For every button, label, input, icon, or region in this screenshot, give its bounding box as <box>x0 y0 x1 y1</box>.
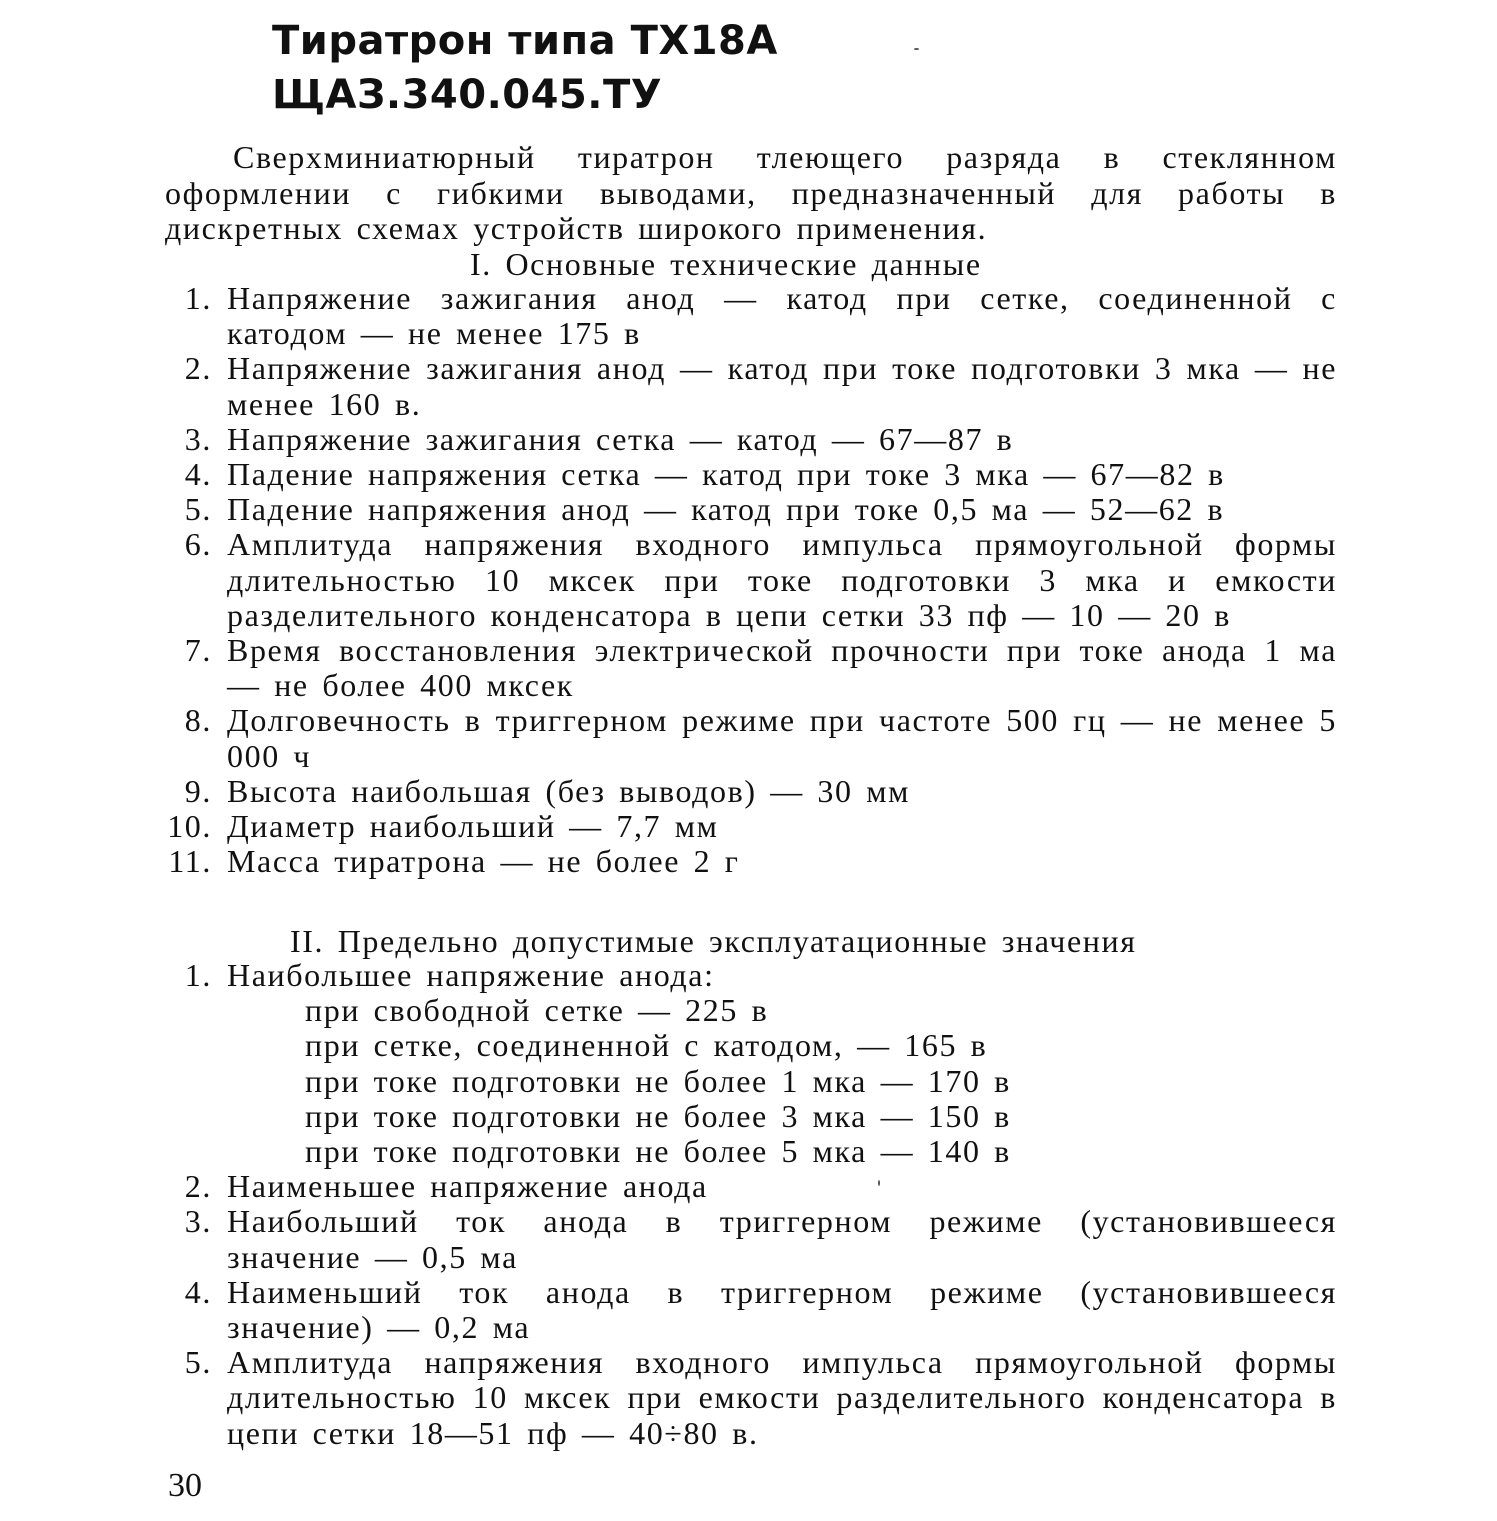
item-number: 3. <box>184 420 212 457</box>
document-title: Тиратрон типа ТХ18А <box>272 18 778 64</box>
item-text: Падение напряжения сетка — катод при токе 3 мка — 67—82 в <box>227 456 1225 493</box>
item-number: 2. <box>184 350 212 387</box>
item-text: Высота наибольшая (без выводов) — 30 мм <box>227 772 910 809</box>
item-text: Наименьший ток анода в триггерном режиме (установившееся значение) — 0,2 ма <box>227 1273 1337 1346</box>
list-item <box>0 422 1497 457</box>
sub-item: при токе подготовки не более 3 мка — 150 в <box>305 1097 1011 1134</box>
sub-item: при свободной сетке — 225 в <box>305 992 769 1029</box>
scan-speck <box>914 48 919 50</box>
item-text: Долговечность в триггерном режиме при частоте 500 гц — не менее 5 000 ч <box>227 702 1337 774</box>
item-text: Наименьшее напряжение анода <box>227 1168 708 1205</box>
section-heading-limits: II. Предельно допустимые эксплуатационные значения <box>290 923 1137 959</box>
item-number: 6. <box>184 526 212 563</box>
item-number: 4. <box>184 1273 212 1310</box>
list-item <box>0 351 1497 421</box>
item-text: Падение напряжения анод — катод при токе 0,5 ма — 52—62 в <box>227 491 1225 528</box>
sub-item: при токе подготовки не более 5 мка — 140 в <box>305 1133 1011 1170</box>
list-item <box>0 1169 1497 1204</box>
item-text: Время восстановления электрической прочности при токе анода 1 ма — не более 400 мксек <box>227 632 1337 704</box>
sub-list <box>227 993 1415 1169</box>
item-number: 8. <box>184 702 212 739</box>
item-text: Наибольшее напряжение анода: <box>227 957 715 993</box>
list-item <box>0 457 1497 492</box>
scan-speck <box>878 1180 880 1186</box>
list-item <box>0 1204 1497 1274</box>
item-number: 10. <box>167 808 212 845</box>
basic-data-list <box>0 281 1497 879</box>
list-item <box>0 703 1497 773</box>
list-item <box>0 844 1497 879</box>
list-item <box>0 281 1497 351</box>
page-number: 30 <box>168 1467 202 1504</box>
item-text: Масса тиратрона — не более 2 г <box>227 843 740 880</box>
item-number: 9. <box>184 772 212 809</box>
item-text: Амплитуда напряжения входного импульса прямоугольной формы длительностью 10 мксек при емкости разделительного конденсатора в цепи сетки 18—51 пф — 40÷80 в. <box>227 1344 1337 1451</box>
section-heading-basic-data: I. Основные технические данные <box>470 246 982 282</box>
list-item <box>0 492 1497 527</box>
list-item <box>0 774 1497 809</box>
list-item <box>0 527 1497 633</box>
item-text: Амплитуда напряжения входного импульса прямоугольной формы длительностью 10 мксек при токе подготовки 3 мка и емкости разделительного конденсатора в цепи сетки 33 пф — 10 — 20 в <box>227 526 1337 633</box>
item-number: 11. <box>168 843 212 880</box>
item-number: 5. <box>184 491 212 528</box>
item-number: 2. <box>184 1168 212 1205</box>
limits-list <box>0 958 1497 1451</box>
intro-paragraph: Сверхминиатюрный тиратрон тлеющего разряда в стеклянном оформлении с гибкими выводами, предназначенный для работы в дискретных схемах устройств широкого применения. <box>165 139 1337 246</box>
item-text: Наибольший ток анода в триггерном режиме (установившееся значение — 0,5 ма <box>227 1203 1337 1275</box>
sub-item: при сетке, соединенной с катодом, — 165 в <box>305 1027 988 1064</box>
item-number: 1. <box>184 957 212 993</box>
list-item <box>0 958 1497 1169</box>
list-item <box>0 633 1497 703</box>
list-item <box>0 1275 1497 1345</box>
item-number: 7. <box>184 632 212 669</box>
list-item <box>0 809 1497 844</box>
item-text: Напряжение зажигания сетка — катод — 67—87 в <box>227 420 1014 457</box>
item-number: 5. <box>184 1344 212 1381</box>
list-item <box>0 1345 1497 1451</box>
item-number: 3. <box>184 1203 212 1240</box>
document-code: ЩАЗ.340.045.ТУ <box>272 72 663 118</box>
item-number: 4. <box>184 456 212 493</box>
item-text: Напряжение зажигания анод — катод при токе подготовки 3 мка — не менее 160 в. <box>227 350 1337 422</box>
item-text: Диаметр наибольший — 7,7 мм <box>227 808 719 845</box>
sub-item: при токе подготовки не более 1 мка — 170 в <box>305 1062 1011 1099</box>
item-text: Напряжение зажигания анод — катод при сетке, соединенной с катодом — не менее 175 в <box>227 280 1337 352</box>
item-number: 1. <box>184 280 212 316</box>
